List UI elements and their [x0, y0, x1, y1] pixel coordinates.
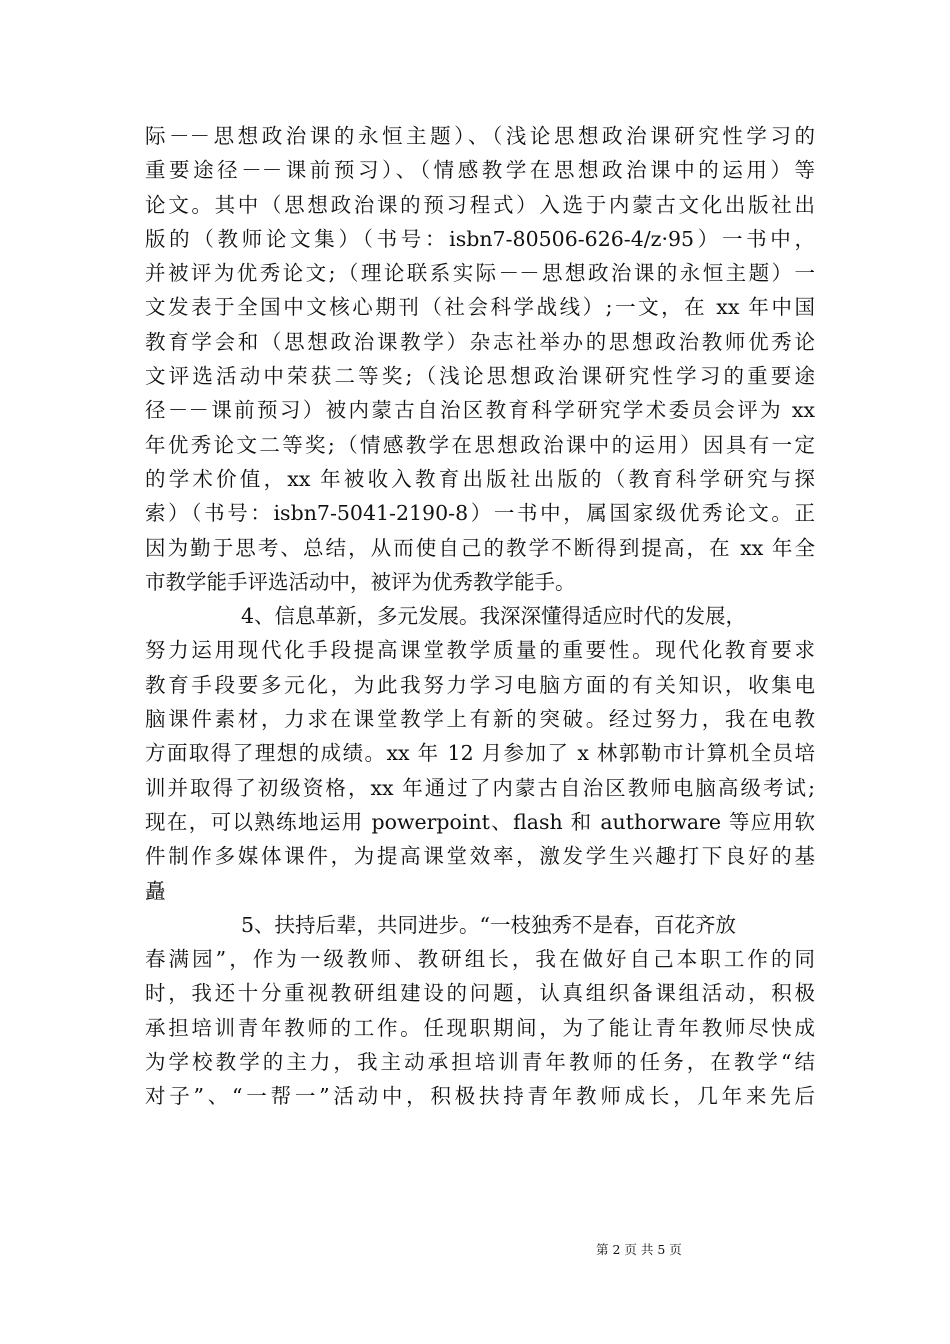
text-line: 版的（教师论文集）（书号：isbn7-80506-626-4/z·95）一书中， [145, 226, 815, 251]
text-line: 重要途径－－课前预习）、（情感教学在思想政治课中的运用）等 [145, 158, 815, 183]
text-line: 训并取得了初级资格，xx 年通过了内蒙古自治区教师电脑高级考试; [145, 775, 815, 800]
text-line: 年优秀论文二等奖;（情感教学在思想政治课中的运用）因具有一定 [145, 432, 815, 457]
paragraph-start-line: 5、扶持后辈，共同进步。“一枝独秀不是春，百花齐放 [241, 912, 737, 937]
text-line: 因为勤于思考、总结，从而使自己的教学不断得到提高，在 xx 年全 [145, 535, 815, 560]
text-line: 的学术价值，xx 年被收入教育出版社出版的（教育科学研究与探 [145, 466, 815, 491]
paragraph-start-line: 4、信息革新，多元发展。我深深懂得适应时代的发展， [241, 604, 747, 629]
body-text [145, 119, 815, 1114]
page-number-footer: 第 2 页 共 5 页 [596, 1242, 682, 1257]
text-line: 方面取得了理想的成绩。xx 年 12 月参加了 x 林郭勒市计算机全员培 [145, 741, 815, 766]
text-line: 对子”、“一帮一”活动中，积极扶持青年教师成长，几年来先后 [145, 1084, 815, 1109]
text-line: 教育学会和（思想政治课教学）杂志社举办的思想政治教师优秀论 [145, 329, 815, 354]
text-line: 现在，可以熟练地运用 powerpoint、flash 和 authorware 等应用软 [145, 809, 815, 834]
text-line: 文发表于全国中文核心期刊（社会科学战线）;一文，在 xx 年中国 [145, 295, 815, 320]
text-line: 教育手段要多元化，为此我努力学习电脑方面的有关知识，收集电 [145, 672, 815, 697]
text-line: 件制作多媒体课件，为提高课堂效率，激发学生兴趣打下良好的基 [145, 844, 815, 869]
text-line: 春满园”，作为一级教师、教研组长，我在做好自己本职工作的同 [145, 947, 815, 972]
text-line: 承担培训青年教师的工作。任现职期间，为了能让青年教师尽快成 [145, 1015, 815, 1040]
text-line: 脑课件素材，力求在课堂教学上有新的突破。经过努力，我在电教 [145, 707, 815, 732]
text-line: 市教学能手评选活动中，被评为优秀教学能手。 [145, 569, 576, 594]
text-line: 径－－课前预习）被内蒙古自治区教育科学研究学术委员会评为 xx [145, 398, 815, 423]
text-line: 为学校教学的主力，我主动承担培训青年教师的任务，在教学“结 [145, 1050, 815, 1075]
text-line: 并被评为优秀论文;（理论联系实际－－思想政治课的永恒主题）一 [145, 261, 815, 286]
text-line: 际－－思想政治课的永恒主题）、（浅论思想政治课研究性学习的 [145, 124, 815, 148]
text-line: 矗 [145, 878, 166, 903]
text-line: 文评选活动中荣获二等奖;（浅论思想政治课研究性学习的重要途 [145, 364, 815, 389]
text-line: 索）（书号：isbn7-5041-2190-8）一书中，属国家级优秀论文。正 [145, 501, 815, 526]
text-line: 时，我还十分重视教研组建设的问题，认真组织备课组活动，积极 [145, 981, 815, 1006]
text-line: 努力运用现代化手段提高课堂教学质量的重要性。现代化教育要求 [145, 638, 815, 663]
text-line: 论文。其中（思想政治课的预习程式）入选于内蒙古文化出版社出 [145, 192, 815, 217]
